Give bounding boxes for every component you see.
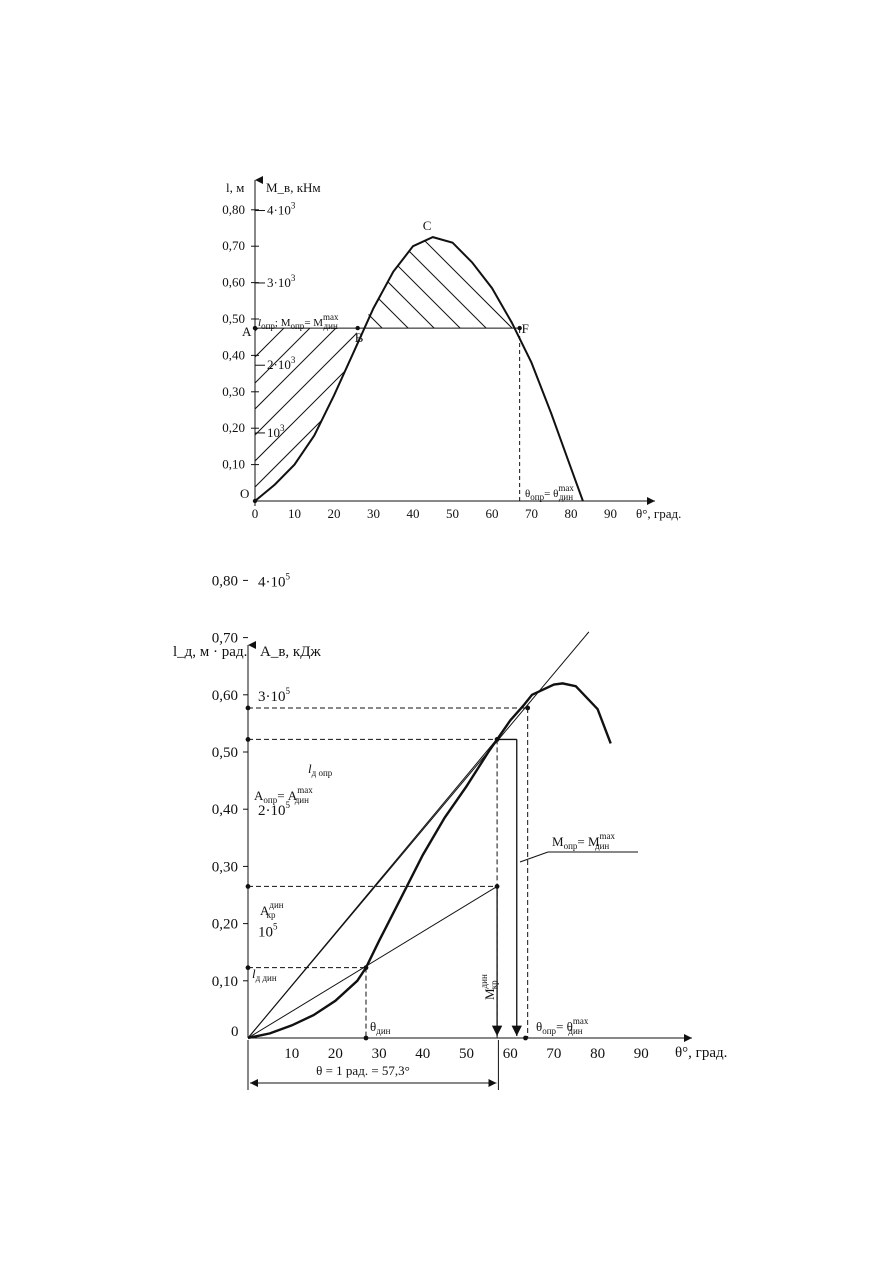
hatch-line	[546, 180, 866, 500]
x-tick-label: 60	[485, 506, 499, 521]
marker-point	[246, 706, 251, 711]
theta-din-label: $\theta_{дин}$	[370, 1019, 391, 1036]
moment-chart	[0, 81, 893, 521]
hatch-line	[267, 81, 687, 501]
hatch-line	[397, 81, 817, 501]
hatch-line	[0, 81, 375, 501]
hatch-line	[85, 81, 505, 501]
y-tick-label: 0,20	[211, 916, 238, 933]
point-o	[253, 499, 257, 503]
hatch-line	[208, 180, 528, 500]
hatch-line	[650, 180, 893, 500]
a-kr-label: $A^{дин}$ кр	[260, 900, 284, 920]
moment-tick-label: $4\cdot 10^3$	[267, 200, 296, 218]
x-tick-label: 10	[288, 506, 301, 521]
origin-zero-label: 0	[231, 1024, 239, 1040]
y-tick-label: 0,80	[222, 201, 245, 217]
x-tick-label: 20	[327, 506, 341, 521]
y-tick-label: 0,60	[222, 274, 245, 290]
marker-point	[246, 965, 251, 970]
y-tick-label: 0,20	[222, 420, 245, 436]
hatch-line	[449, 81, 869, 501]
y-axis-label-left: l, м	[226, 180, 245, 195]
hatch-line	[605, 81, 893, 501]
hatch-line	[182, 180, 502, 500]
y-axis-label-right: A_в, кДж	[260, 644, 321, 660]
hatch-line	[33, 81, 453, 501]
marker-point	[495, 884, 500, 889]
hatch-line	[475, 81, 893, 501]
hatch-line	[390, 180, 710, 500]
y-tick-label: 0,10	[211, 973, 238, 990]
y-tick-label: 0,50	[211, 745, 238, 761]
hatch-line	[624, 180, 893, 500]
hatch-line	[189, 81, 609, 501]
hatched-area	[0, 81, 893, 501]
x-tick-label: 20	[327, 1046, 343, 1062]
x-tick-label: 0	[251, 506, 259, 521]
hatch-line	[527, 81, 893, 501]
critical-moment-line	[248, 886, 497, 1038]
y-tick-label: 0,80	[211, 573, 238, 590]
point-label-f: F	[521, 321, 529, 337]
x-tick-label: 30	[371, 1046, 387, 1062]
x-axis-label: θ°, град.	[675, 1045, 728, 1061]
secant-line	[248, 739, 497, 1038]
point-label-c: C	[422, 218, 432, 234]
y-axis-label-right: M_в, кНм	[266, 180, 321, 195]
hatch-line	[572, 180, 892, 500]
x-tick-label: 70	[546, 1046, 562, 1062]
hatch-line	[286, 180, 606, 500]
hatch-line	[553, 81, 893, 501]
y-tick-label: 0,50	[222, 311, 245, 326]
hatch-line	[7, 81, 427, 501]
x-tick-label: 80	[564, 506, 578, 521]
marker-point	[364, 1036, 369, 1041]
hatch-line-group	[0, 180, 893, 500]
hatch-line	[371, 81, 791, 501]
x-tick-label: 40	[415, 1046, 431, 1062]
point-label-o: O	[240, 486, 250, 501]
hatch-line	[631, 81, 893, 501]
point-a	[253, 326, 257, 330]
y-tick-label: 0,70	[222, 238, 245, 254]
hatch-line	[442, 180, 762, 500]
y-axis-label-left: l_д, м · рад.	[173, 644, 248, 660]
hatch-line	[293, 81, 713, 501]
l-din-label: $l_{д дин}$	[252, 966, 277, 983]
m-opr-label: $M_{опр}= M^{max}$ дин	[552, 831, 616, 851]
hatch-line	[260, 180, 580, 500]
hatch-line	[468, 180, 788, 500]
a-opr-label: $A_{опр}= A^{max}$ дин	[254, 785, 313, 805]
point-label-b: B	[354, 330, 364, 346]
x-tick-label: 30	[367, 506, 380, 521]
marker-point	[523, 1036, 528, 1041]
radian-label: θ = 1 рад. = 57,3°	[316, 1063, 410, 1078]
marker-point	[495, 737, 500, 742]
x-axis-label: θ°, град.	[636, 506, 682, 521]
l-opr-label: $l_{д опр}$	[308, 761, 333, 778]
x-tick-label: 40	[406, 506, 420, 521]
work-tick-label: $4\cdot 10^5$	[258, 571, 290, 591]
x-tick-label: 50	[459, 1046, 474, 1062]
work-tick-label: $3\cdot 10^5$	[258, 685, 290, 705]
hatch-line	[423, 81, 843, 501]
theta-opr-label: $\theta_{опр}= \theta^{max}$ дин	[536, 1016, 589, 1036]
x-tick-label: 90	[604, 506, 617, 521]
marker-point	[364, 965, 369, 970]
work-tick-label: $10^5$	[258, 921, 278, 941]
hatch-line	[338, 180, 658, 500]
hatch-line	[494, 180, 814, 500]
point-label-a: A	[242, 324, 252, 340]
m-kr-label: $M^{дин}кр$	[479, 974, 499, 1000]
x-tick-label: 50	[446, 506, 459, 521]
hatch-line	[676, 180, 893, 500]
hatch-line	[364, 180, 684, 500]
hatch-line	[345, 81, 765, 501]
moment-tick-label: $10^3$	[267, 422, 285, 440]
hatch-line	[241, 81, 661, 501]
work-tick-label: $2\cdot 10^5$	[258, 800, 290, 820]
hatch-line	[111, 81, 531, 501]
m-opr-leader-line	[520, 852, 548, 862]
hatch-line	[598, 180, 893, 500]
opr-equation-label: $l_{опр}$; $M_{опр}= M^{max}$ дин	[258, 312, 339, 331]
hatch-line	[520, 180, 840, 500]
y-tick-label: 0,40	[211, 802, 238, 819]
y-tick-label: 0,60	[211, 687, 238, 704]
work-chart	[173, 571, 727, 1090]
hatch-line	[579, 81, 893, 501]
y-tick-label: 0,40	[222, 347, 245, 363]
hatch-line	[0, 81, 401, 501]
theta-opr-label: $\theta_{опр}= \theta^{max}$ дин	[525, 483, 574, 502]
moment-tick-label: $3\cdot 10^3$	[267, 272, 296, 290]
y-tick-label: 0,10	[222, 456, 245, 472]
work-curve	[248, 683, 611, 1038]
x-tick-label: 70	[525, 506, 538, 521]
x-tick-label: 10	[284, 1046, 300, 1062]
y-tick-label: 0,70	[211, 630, 238, 647]
moment-curve	[255, 237, 583, 501]
y-tick-label: 0,30	[211, 859, 238, 876]
moment-tick-label: $2\cdot 10^3$	[267, 355, 296, 373]
marker-point	[525, 706, 530, 711]
hatch-line	[234, 180, 554, 500]
hatch-line	[416, 180, 736, 500]
marker-point	[246, 884, 251, 889]
y-tick-label: 0,30	[222, 383, 245, 399]
x-tick-label: 80	[590, 1046, 606, 1062]
marker-point	[246, 737, 251, 742]
x-tick-label: 60	[502, 1046, 518, 1062]
x-tick-label: 90	[633, 1046, 649, 1062]
